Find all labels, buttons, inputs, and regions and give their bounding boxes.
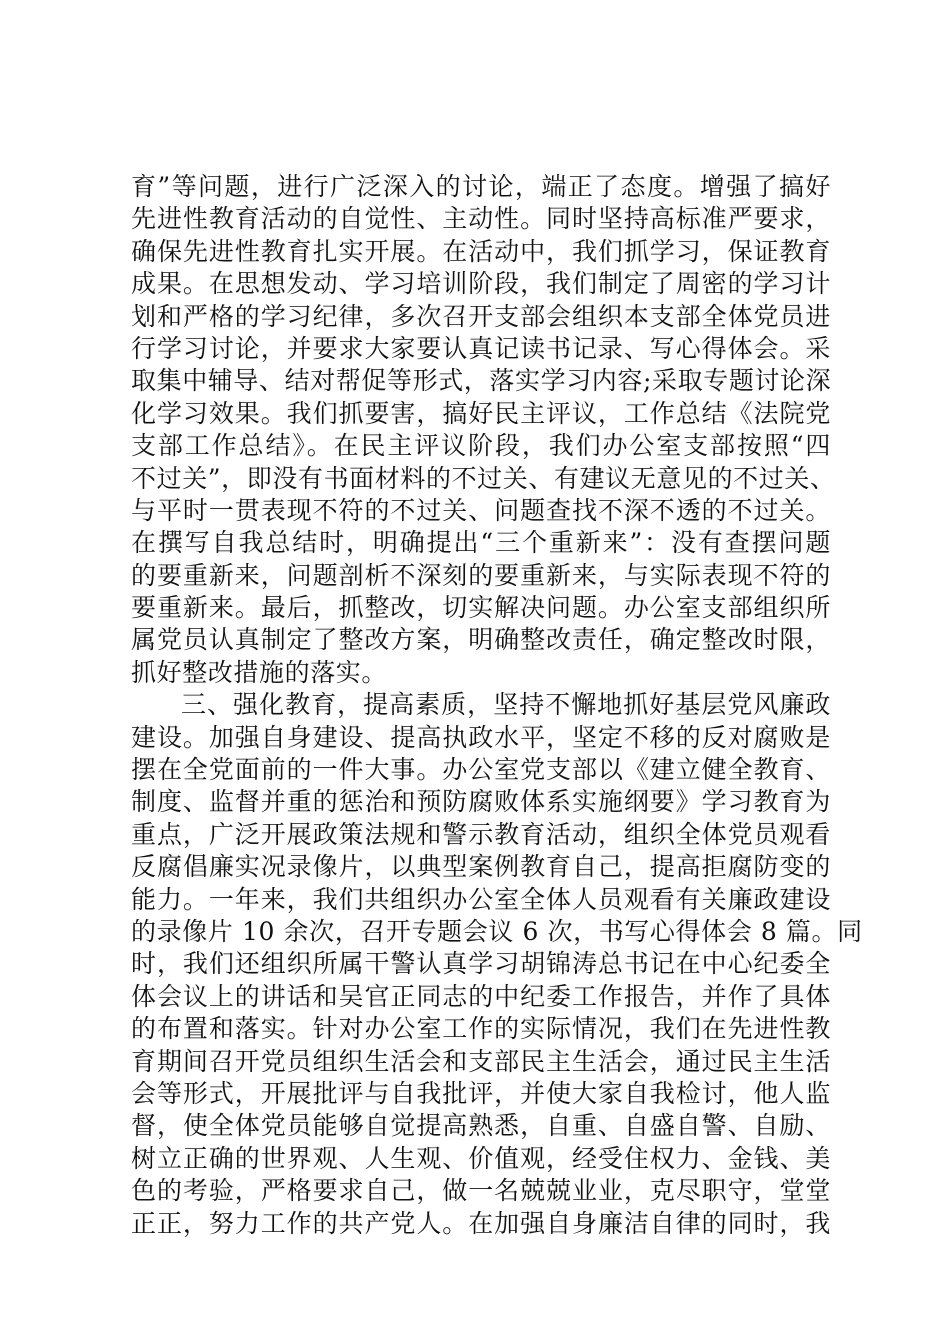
text-line: 在撰写自我总结时，明确提出“三个重新来”：没有查摆问题 bbox=[131, 528, 831, 558]
text-line: 重点，广泛开展政策法规和警示教育活动，组织全体党员观看 bbox=[131, 819, 831, 849]
text-line: 支部工作总结》。在民主评议阶段，我们办公室支部按照“四 bbox=[131, 431, 831, 461]
text-line: 制度、监督并重的惩治和预防腐败体系实施纲要》学习教育为 bbox=[131, 787, 831, 817]
text-line: 的录像片 10 余次，召开专题会议 6 次，书写心得体会 8 篇。同 bbox=[131, 916, 863, 946]
text-line: 能力。一年来，我们共组织办公室全体人员观看有关廉政建设 bbox=[131, 884, 831, 914]
text-line: 摆在全党面前的一件大事。办公室党支部以《建立健全教育、 bbox=[131, 755, 831, 785]
text-line: 体会议上的讲话和吴官正同志的中纪委工作报告，并作了具体 bbox=[131, 981, 831, 1011]
text-line: 取集中辅导、结对帮促等形式，落实学习内容;采取专题讨论深 bbox=[131, 366, 832, 396]
text-line: 抓好整改措施的落实。 bbox=[131, 657, 388, 687]
text-line: 育”等问题，进行广泛深入的讨论，端正了态度。增强了搞好 bbox=[131, 172, 831, 201]
text-line: 育期间召开党员组织生活会和支部民主生活会，通过民主生活 bbox=[131, 1046, 831, 1076]
text-line: 的要重新来，问题剖析不深刻的要重新来，与实际表现不符的 bbox=[131, 560, 831, 590]
text-line: 色的考验，严格要求自己，做一名兢兢业业，克尽职守，堂堂 bbox=[131, 1176, 831, 1206]
text-line: 确保先进性教育扎实开展。在活动中，我们抓学习，保证教育 bbox=[131, 236, 831, 266]
section-heading-line: 三、强化教育，提高素质，坚持不懈地抓好基层党风廉政 bbox=[181, 690, 831, 720]
text-line: 行学习讨论，并要求大家要认真记读书记录、写心得体会。采 bbox=[131, 333, 831, 363]
text-line: 先进性教育活动的自觉性、主动性。同时坚持高标准严要求， bbox=[131, 204, 831, 234]
text-line: 与平时一贯表现不符的不过关、问题查找不深不透的不过关。 bbox=[131, 495, 831, 525]
text-line: 划和严格的学习纪律，多次召开支部会组织本支部全体党员进 bbox=[131, 301, 831, 331]
text-line: 属党员认真制定了整改方案，明确整改责任，确定整改时限， bbox=[131, 625, 831, 655]
text-line: 不过关”，即没有书面材料的不过关、有建议无意见的不过关、 bbox=[131, 463, 836, 493]
text-line: 正正，努力工作的共产党人。在加强自身廉洁自律的同时，我 bbox=[131, 1208, 831, 1238]
text-line: 督，使全体党员能够自觉提高熟悉，自重、自盛自警、自励、 bbox=[131, 1111, 831, 1141]
text-line: 树立正确的世界观、人生观、价值观，经受住权力、金钱、美 bbox=[131, 1143, 831, 1173]
text-line: 化学习效果。我们抓要害，搞好民主评议，工作总结《法院党 bbox=[131, 398, 831, 428]
text-line: 反腐倡廉实况录像片，以典型案例教育自己，提高拒腐防变的 bbox=[131, 852, 831, 882]
text-line: 建设。加强自身建设、提高执政水平，坚定不移的反对腐败是 bbox=[131, 722, 831, 752]
text-line: 成果。在思想发动、学习培训阶段，我们制定了周密的学习计 bbox=[131, 269, 831, 299]
text-line: 会等形式，开展批评与自我批评，并使大家自我检讨，他人监 bbox=[131, 1078, 831, 1108]
text-line: 要重新来。最后，抓整改，切实解决问题。办公室支部组织所 bbox=[131, 593, 831, 623]
body-text bbox=[131, 171, 863, 1240]
text-line: 时，我们还组织所属干警认真学习胡锦涛总书记在中心纪委全 bbox=[131, 949, 831, 979]
text-line: 的布置和落实。针对办公室工作的实际情况，我们在先进性教 bbox=[131, 1014, 831, 1044]
